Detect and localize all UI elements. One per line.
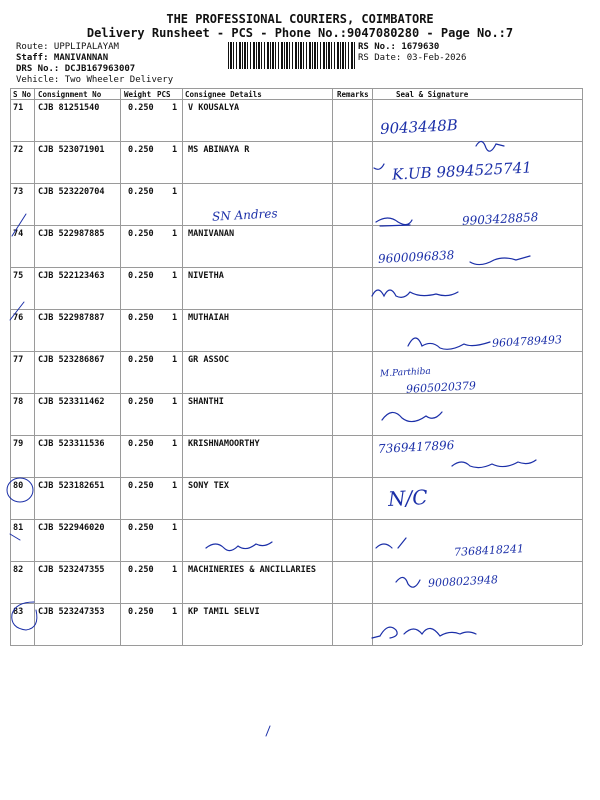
row-sno: 72 xyxy=(13,145,24,155)
row-pcs: 1 xyxy=(172,145,178,155)
row-weight: 0.250 xyxy=(128,523,154,533)
route-label: Route: UPPLIPALAYAM xyxy=(16,42,119,52)
row-consignee: MUTHAIAH xyxy=(188,313,229,323)
row-pcs: 1 xyxy=(172,271,178,281)
row-consignee: KRISHNAMOORTHY xyxy=(188,439,260,449)
row-sno: 80 xyxy=(13,481,24,491)
signature-mark xyxy=(206,542,272,551)
row-sno: 82 xyxy=(13,565,24,575)
row-consignment: CJB 522987885 xyxy=(38,229,105,239)
signature-mark xyxy=(408,338,490,349)
runsheet-subtitle: Delivery Runsheet - PCS - Phone No.:9047080280 - Page No.:7 xyxy=(86,26,514,40)
col-consignee: Consignee Details xyxy=(185,90,262,99)
signature-mark xyxy=(374,164,384,169)
tick-mark xyxy=(10,534,20,540)
drs-number: DRS No.: DCJB167963007 xyxy=(16,64,136,74)
row-weight: 0.250 xyxy=(128,145,154,155)
row-weight: 0.250 xyxy=(128,439,154,449)
row-weight: 0.250 xyxy=(128,355,154,365)
row-consignment: CJB 523247355 xyxy=(38,565,105,575)
signature-mark xyxy=(396,577,420,587)
row-pcs: 1 xyxy=(172,565,178,575)
row-pcs: 1 xyxy=(172,103,178,113)
circle-mark xyxy=(7,478,33,502)
signature-mark xyxy=(382,412,442,422)
col-pcs: PCS xyxy=(157,90,171,99)
handwritten-phone: K.UB 9894525741 xyxy=(391,158,533,184)
rs-date: RS Date: 03-Feb-2026 xyxy=(358,53,467,63)
col-seal-signature: Seal & Signature xyxy=(396,90,469,99)
handwritten-phone: 9043448B xyxy=(379,115,459,139)
signature-mark xyxy=(372,290,458,297)
row-pcs: 1 xyxy=(172,523,178,533)
row-consignment: CJB 523247353 xyxy=(38,607,105,617)
signature-mark xyxy=(372,636,380,638)
col-weight: Weight xyxy=(124,90,152,99)
row-sno: 79 xyxy=(13,439,24,449)
row-consignee: NIVETHA xyxy=(188,271,224,281)
row-consignee: GR ASSOC xyxy=(188,355,229,365)
row-weight: 0.250 xyxy=(128,313,154,323)
row-consignee: V KOUSALYA xyxy=(188,103,240,113)
handwritten-name: SN Andres xyxy=(211,206,278,224)
row-weight: 0.250 xyxy=(128,103,154,113)
row-weight: 0.250 xyxy=(128,397,154,407)
row-pcs: 1 xyxy=(172,397,178,407)
rs-number: RS No.: 1679630 xyxy=(358,42,440,52)
row-sno: 76 xyxy=(13,313,24,323)
row-consignee: MANIVANAN xyxy=(188,229,235,239)
row-weight: 0.250 xyxy=(128,187,154,197)
row-weight: 0.250 xyxy=(128,481,154,491)
row-sno: 78 xyxy=(13,397,24,407)
row-pcs: 1 xyxy=(172,187,178,197)
row-pcs: 1 xyxy=(172,439,178,449)
handwritten-phone: 9605020379 xyxy=(405,379,477,396)
row-sno: 77 xyxy=(13,355,24,365)
tick-mark xyxy=(266,726,270,736)
row-weight: 0.250 xyxy=(128,229,154,239)
row-weight: 0.250 xyxy=(128,271,154,281)
row-consignment: CJB 523286867 xyxy=(38,355,105,365)
col-remarks: Remarks xyxy=(337,90,369,99)
row-weight: 0.250 xyxy=(128,565,154,575)
col-consignment: Consignment No xyxy=(38,90,102,99)
signature-mark xyxy=(376,218,412,226)
handwritten-phone: 9604789493 xyxy=(491,333,563,350)
row-consignment: CJB 523311536 xyxy=(38,439,105,449)
vehicle-label: Vehicle: Two Wheeler Delivery xyxy=(16,75,174,85)
tick-mark xyxy=(10,302,24,320)
row-pcs: 1 xyxy=(172,229,178,239)
row-consignee: MS ABINAYA R xyxy=(188,145,250,155)
handwritten-phone: 7368418241 xyxy=(453,542,525,559)
row-sno: 81 xyxy=(13,523,24,533)
row-consignment: CJB 81251540 xyxy=(38,103,100,113)
handwritten-phone: 9903428858 xyxy=(461,210,539,228)
signature-mark xyxy=(452,460,536,468)
tick-mark xyxy=(12,214,26,236)
row-consignee: MACHINERIES & ANCILLARIES xyxy=(188,565,316,575)
row-consignment: CJB 522123463 xyxy=(38,271,105,281)
row-sno: 73 xyxy=(13,187,24,197)
row-consignment: CJB 523311462 xyxy=(38,397,105,407)
row-consignee: KP TAMIL SELVI xyxy=(188,607,260,617)
handwritten-name: M.Parthiba xyxy=(379,366,432,380)
col-sno: S No xyxy=(13,90,32,99)
row-consignment: CJB 523182651 xyxy=(38,481,105,491)
row-consignment: CJB 522946020 xyxy=(38,523,105,533)
row-weight: 0.250 xyxy=(128,607,154,617)
signature-mark xyxy=(380,627,476,638)
handwritten-note: N/C xyxy=(387,484,429,512)
row-sno: 83 xyxy=(13,607,24,617)
row-consignee: SHANTHI xyxy=(188,397,224,407)
row-consignee: SONY TEX xyxy=(188,481,229,491)
row-sno: 74 xyxy=(13,229,24,239)
handwritten-phone: 9600096838 xyxy=(377,248,455,266)
signature-mark xyxy=(376,538,406,548)
signature-mark xyxy=(470,256,530,265)
row-pcs: 1 xyxy=(172,355,178,365)
staff-label: Staff: MANIVANNAN xyxy=(16,53,109,63)
row-sno: 75 xyxy=(13,271,24,281)
row-pcs: 1 xyxy=(172,481,178,491)
row-consignment: CJB 522987887 xyxy=(38,313,105,323)
signature-mark xyxy=(476,141,504,151)
row-pcs: 1 xyxy=(172,313,178,323)
row-sno: 71 xyxy=(13,103,24,113)
company-title: THE PROFESSIONAL COURIERS, COIMBATORE xyxy=(166,12,434,26)
row-pcs: 1 xyxy=(172,607,178,617)
handwritten-phone: 9008023948 xyxy=(427,573,499,590)
handwritten-phone: 7369417896 xyxy=(377,438,455,456)
row-consignment: CJB 523071901 xyxy=(38,145,105,155)
circle-mark xyxy=(12,602,37,630)
row-consignment: CJB 523220704 xyxy=(38,187,105,197)
